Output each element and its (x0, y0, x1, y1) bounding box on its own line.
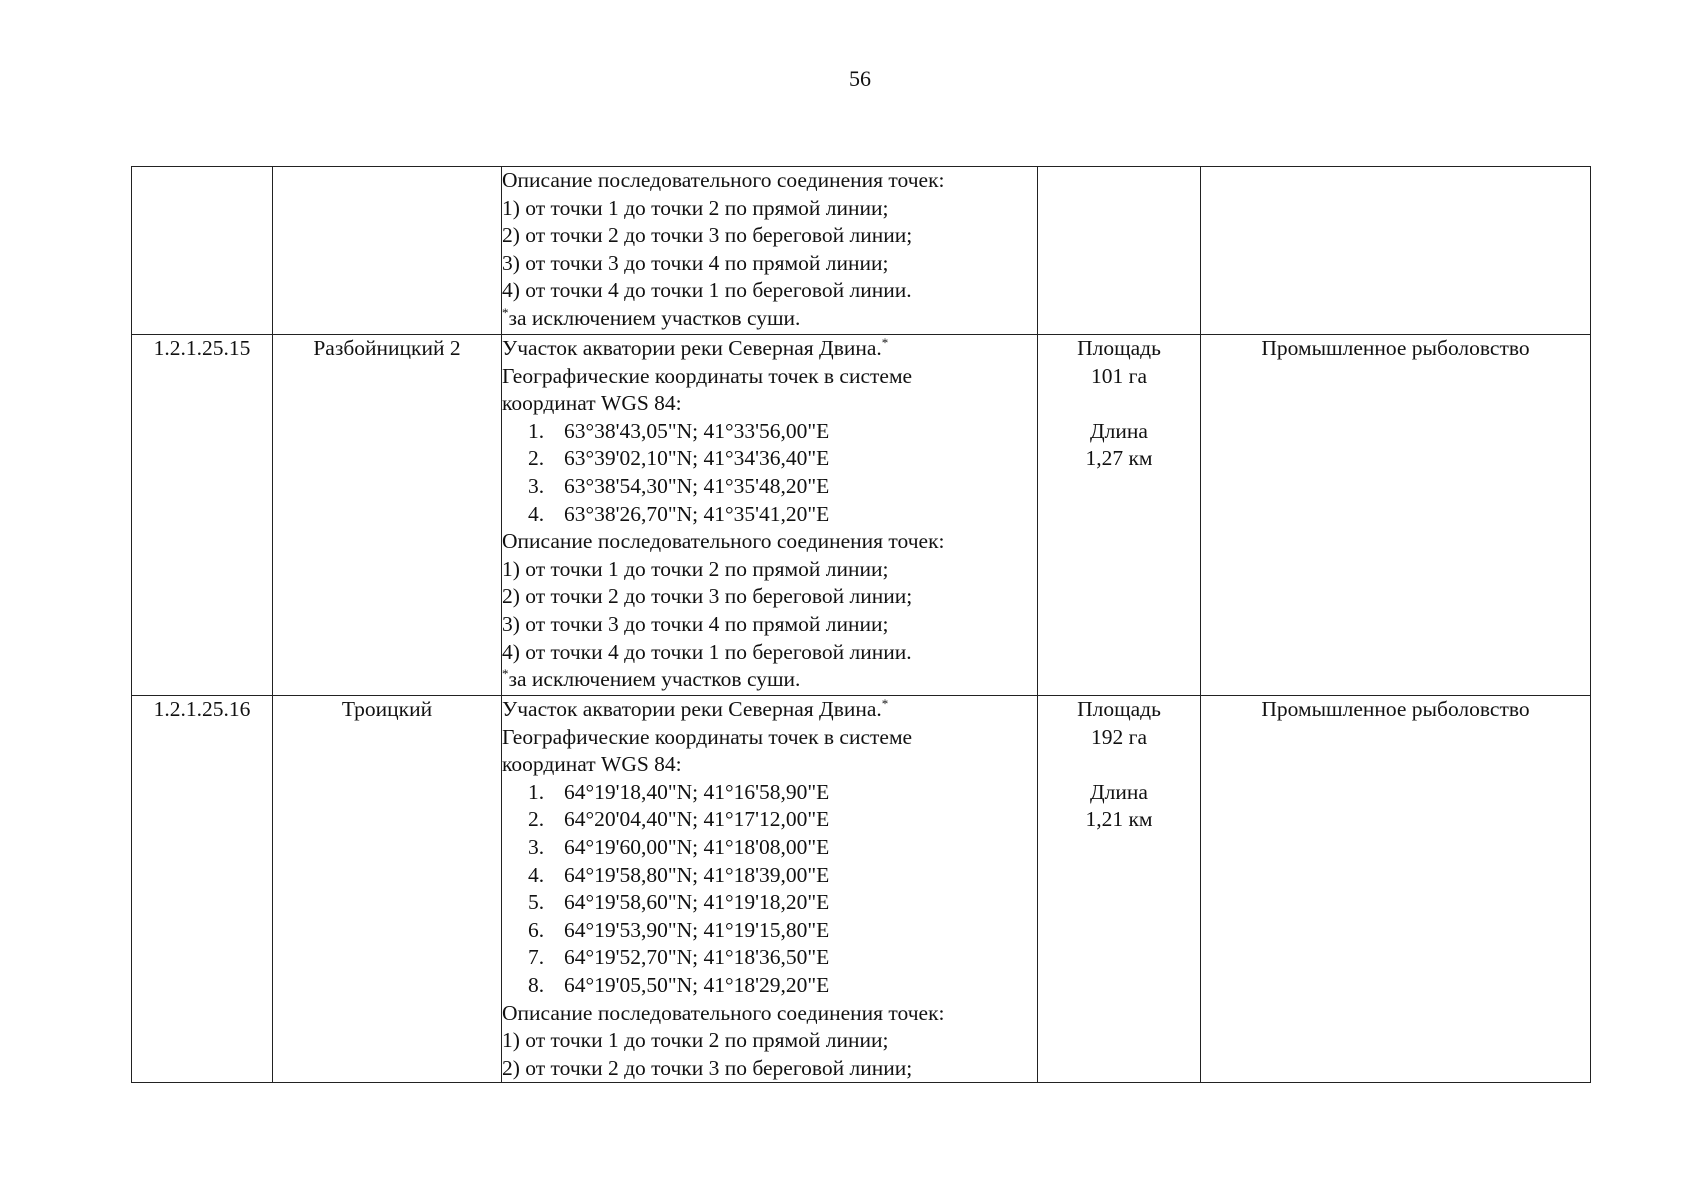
connection-step: 2) от точки 2 до точки 3 по береговой линии; (502, 1055, 913, 1080)
connection-step: 1) от точки 1 до точки 2 по прямой линии; (502, 556, 889, 581)
name-cell: Разбойницкий 2 (273, 335, 502, 696)
connection-step: 1) от точки 1 до точки 2 по прямой линии; (502, 1028, 889, 1053)
connection-title: Описание последовательного соединения точек: (502, 168, 945, 192)
connection-step: 1) от точки 1 до точки 2 по прямой линии; (502, 195, 889, 220)
coordinate-item: 4. 63°38'26,70"N; 41°35'41,20"E (528, 501, 830, 526)
footnote-star: * (502, 304, 509, 320)
connection-step: 2) от точки 2 до точки 3 по береговой линии; (502, 223, 913, 248)
connection-title: Описание последовательного соединения точек: (502, 529, 945, 554)
table-row-continuation (132, 167, 1591, 335)
footnote-star: * (881, 334, 889, 350)
description-cell (502, 696, 1038, 1083)
length-value: 1,21 км (1085, 807, 1153, 832)
area-label: Площадь (1077, 697, 1161, 721)
measurement-cell (1038, 335, 1201, 696)
coordinate-item: 7. 64°19'52,70"N; 41°18'36,50"E (528, 945, 830, 970)
connection-step: 4) от точки 4 до точки 1 по береговой линии. (502, 278, 912, 303)
usage-cell: Промышленное рыболовство (1201, 696, 1591, 1083)
coordinate-item: 3. 64°19'60,00"N; 41°18'08,00"E (528, 834, 830, 859)
fishing-areas-table (131, 166, 1591, 1083)
area-label: Площадь (1077, 336, 1161, 360)
name-cell (273, 167, 502, 335)
footnote-star: * (881, 695, 889, 711)
footnote-star: * (502, 665, 509, 681)
coordinate-item: 2. 64°20'04,40"N; 41°17'12,00"E (528, 807, 830, 832)
page-number: 56 (849, 66, 871, 91)
description-cell (502, 167, 1038, 335)
code-cell: 1.2.1.25.16 (132, 696, 273, 1083)
code-cell (132, 167, 273, 335)
footnote (502, 305, 1037, 333)
length-label: Длина (1090, 779, 1148, 804)
measurement-cell (1038, 167, 1201, 335)
connection-step: 3) от точки 3 до точки 4 по прямой линии; (502, 250, 889, 275)
length-label: Длина (1090, 418, 1148, 443)
coordinate-item: 4. 64°19'58,80"N; 41°18'39,00"E (528, 862, 830, 887)
table-row (132, 696, 1591, 1083)
footnote-text: за исключением участков суши. (508, 667, 801, 692)
connection-step: 2) от точки 2 до точки 3 по береговой линии; (502, 584, 913, 609)
table-row (132, 335, 1591, 696)
footnote-text: за исключением участков суши. (508, 305, 801, 330)
coordinate-item: 3. 63°38'54,30"N; 41°35'48,20"E (528, 473, 830, 498)
measurement-cell (1038, 696, 1201, 1083)
connection-step: 3) от точки 3 до точки 4 по прямой линии; (502, 611, 889, 636)
area-value: 192 га (1091, 724, 1147, 749)
usage-cell: Промышленное рыболовство (1201, 335, 1591, 696)
coord-intro: Географические координаты точек в системе (502, 363, 913, 388)
coordinate-item: 1. 63°38'43,05"N; 41°33'56,00"E (528, 418, 830, 443)
area-heading: Участок акватории реки Северная Двина.* (502, 334, 889, 360)
coord-intro: координат WGS 84: (502, 752, 682, 777)
area-heading: Участок акватории реки Северная Двина.* (502, 695, 889, 721)
coordinate-item: 2. 63°39'02,10"N; 41°34'36,40"E (528, 446, 830, 471)
footnote (502, 666, 1037, 694)
coordinate-item: 5. 64°19'58,60"N; 41°19'18,20"E (528, 890, 830, 915)
coordinate-item: 8. 64°19'05,50"N; 41°18'29,20"E (528, 972, 830, 997)
usage-cell (1201, 167, 1591, 335)
coordinate-item: 1. 64°19'18,40"N; 41°16'58,90"E (528, 779, 830, 804)
code-cell: 1.2.1.25.15 (132, 335, 273, 696)
coord-intro: Географические координаты точек в системе (502, 724, 913, 749)
area-value: 101 га (1091, 363, 1147, 388)
coordinate-item: 6. 64°19'53,90"N; 41°19'15,80"E (528, 917, 830, 942)
name-cell: Троицкий (273, 696, 502, 1083)
coord-intro: координат WGS 84: (502, 391, 682, 416)
connection-step: 4) от точки 4 до точки 1 по береговой линии. (502, 639, 912, 664)
length-value: 1,27 км (1085, 446, 1153, 471)
description-cell (502, 335, 1038, 696)
connection-title: Описание последовательного соединения точек: (502, 1000, 945, 1025)
